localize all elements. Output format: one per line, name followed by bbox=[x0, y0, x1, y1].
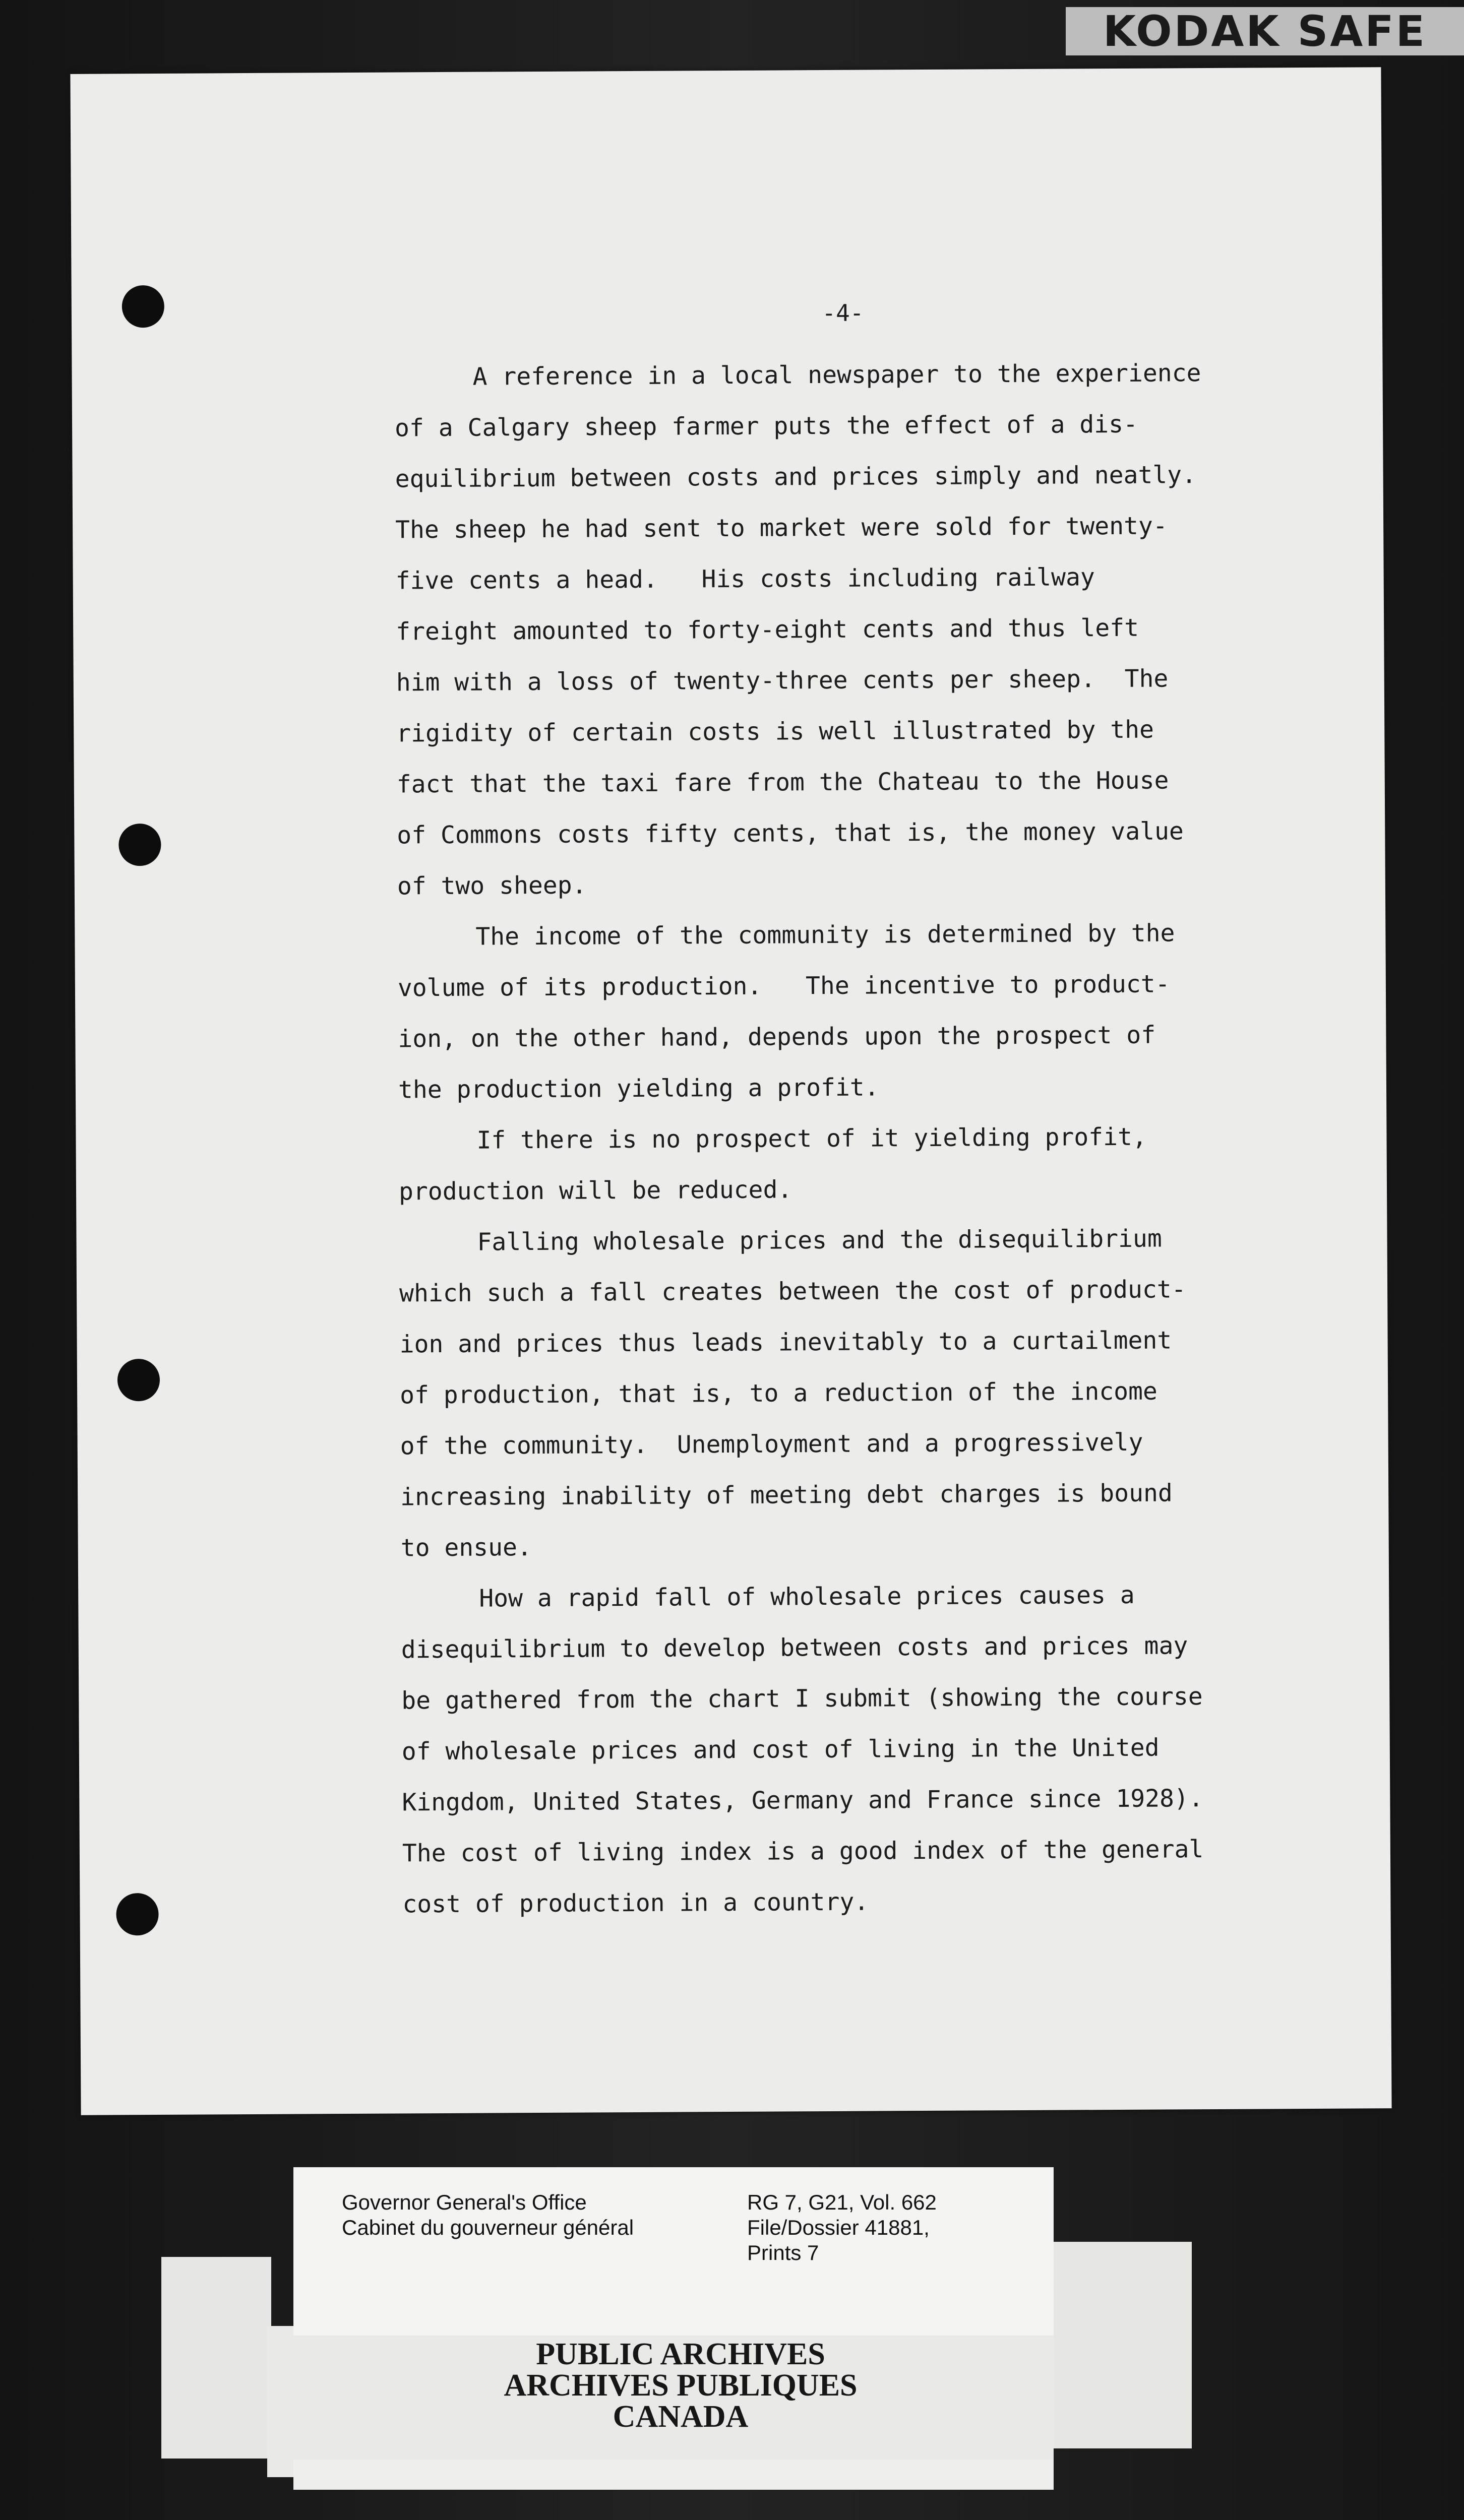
text-line: him with a loss of twenty-three cents per sheep. The bbox=[396, 664, 1169, 697]
typewritten-body bbox=[394, 347, 1375, 1930]
punch-hole bbox=[116, 1893, 158, 1935]
text-line: Falling wholesale prices and the disequilibrium bbox=[477, 1224, 1162, 1256]
text-line: ion and prices thus leads inevitably to a curtailment bbox=[399, 1326, 1172, 1359]
text-line: freight amounted to forty-eight cents and thus left bbox=[396, 613, 1139, 646]
text-line: increasing inability of meeting debt charges is bound bbox=[400, 1479, 1173, 1511]
text-line: of wholesale prices and cost of living in the United bbox=[401, 1733, 1160, 1766]
stamp-line-country: CANADA bbox=[613, 2400, 749, 2434]
document-page bbox=[70, 67, 1391, 2115]
text-line: fact that the taxi fare from the Chateau to the House bbox=[396, 766, 1169, 799]
text-line: The income of the community is determined by the bbox=[475, 919, 1175, 951]
film-edge-label: KODAK SAFE bbox=[1066, 7, 1464, 55]
text-line: of a Calgary sheep farmer puts the effect of a dis- bbox=[394, 410, 1138, 443]
label-card-right bbox=[1049, 2242, 1192, 2448]
reference-volume: RG 7, G21, Vol. 662 bbox=[747, 2190, 937, 2214]
office-name bbox=[342, 2190, 725, 2240]
label-card-left bbox=[161, 2257, 271, 2459]
text-line: A reference in a local newspaper to the experience bbox=[472, 359, 1201, 391]
text-line: production will be reduced. bbox=[398, 1175, 792, 1206]
text-line: ion, on the other hand, depends upon the prospect of bbox=[398, 1021, 1156, 1053]
punch-hole bbox=[118, 824, 161, 866]
text-line: to ensue. bbox=[400, 1533, 532, 1562]
text-line: If there is no prospect of it yielding profit, bbox=[476, 1122, 1147, 1155]
label-strip bbox=[293, 2460, 1054, 2490]
punch-hole bbox=[122, 285, 164, 328]
text-line: of the community. Unemployment and a progressively bbox=[400, 1428, 1143, 1461]
text-line: five cents a head. His costs including railway bbox=[395, 563, 1095, 595]
archive-reference bbox=[747, 2190, 1029, 2265]
stamp-line-en: PUBLIC ARCHIVES bbox=[536, 2337, 825, 2371]
archives-stamp bbox=[429, 2339, 933, 2432]
reference-prints: Prints 7 bbox=[747, 2241, 819, 2264]
reference-file: File/Dossier 41881, bbox=[747, 2216, 930, 2239]
text-line: rigidity of certain costs is well illustrated by the bbox=[396, 715, 1154, 748]
text-line: The sheep he had sent to market were sold for twenty- bbox=[395, 512, 1168, 544]
paragraph bbox=[401, 1568, 1376, 1930]
text-line: of two sheep. bbox=[397, 871, 587, 901]
paragraph bbox=[399, 1212, 1374, 1573]
punch-hole bbox=[117, 1359, 160, 1401]
text-line: cost of production in a country. bbox=[402, 1887, 869, 1919]
office-name-en: Governor General's Office bbox=[342, 2190, 587, 2214]
paragraph bbox=[398, 1110, 1372, 1217]
text-line: the production yielding a profit. bbox=[398, 1073, 879, 1104]
text-line: of production, that is, to a reduction of the income bbox=[400, 1377, 1157, 1410]
office-name-fr: Cabinet du gouverneur général bbox=[342, 2216, 634, 2239]
paragraph bbox=[397, 907, 1371, 1115]
stamp-line-fr: ARCHIVES PUBLIQUES bbox=[504, 2368, 858, 2403]
text-line: equilibrium between costs and prices simply and neatly. bbox=[395, 461, 1197, 493]
text-line: be gathered from the chart I submit (showing the course bbox=[401, 1682, 1203, 1715]
text-line: which such a fall creates between the cost of product- bbox=[399, 1275, 1186, 1308]
paragraph bbox=[394, 347, 1370, 912]
text-line: Kingdom, United States, Germany and France since 1928). bbox=[402, 1784, 1203, 1817]
text-line: of Commons costs fifty cents, that is, the money value bbox=[397, 817, 1184, 850]
text-line: The cost of living index is a good index of the general bbox=[402, 1835, 1204, 1868]
text-line: volume of its production. The incentive to product- bbox=[397, 970, 1170, 1002]
page-number: -4- bbox=[822, 299, 864, 327]
text-line: disequilibrium to develop between costs and prices may bbox=[401, 1631, 1188, 1664]
text-line: How a rapid fall of wholesale prices causes a bbox=[479, 1581, 1135, 1613]
